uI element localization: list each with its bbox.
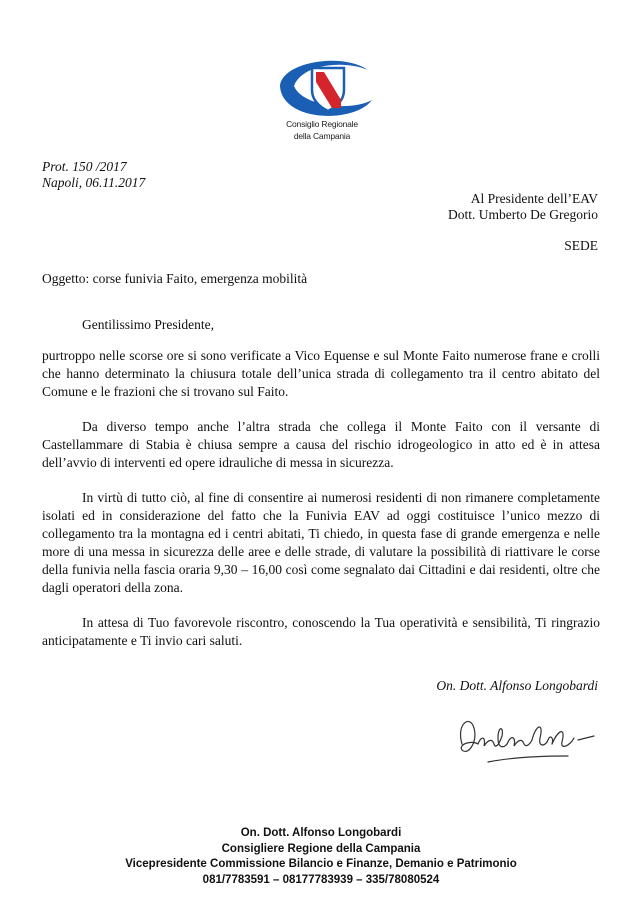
body-paragraph-1: purtroppo nelle scorse ore si sono verificate a Vico Equense e sul Monte Faito numerose frane e crolli che hanno determinato la chiusura totale dell’unica strada di collegamento tra il centro abitato del Comune e le frazioni che si trovano sul Faito. [42, 348, 600, 399]
footer-name: On. Dott. Alfonso Longobardi [240, 827, 402, 839]
signer-name: On. Dott. Alfonso Longobardi [436, 678, 598, 693]
consiglio-regionale-logo [272, 56, 382, 120]
body-paragraph-3: In virtù di tutto ciò, al fine di consentire ai numerosi residenti di non rimanere completamente isolati ed in considerazione del fatto che la Funivia EAV ad oggi costituisce l’unico mezzo di collegamento tra la montagna ed i centri abitati, Ti chiedo, in questa fase di grande emergenza e nelle more di una messa in sicurezza delle aree e delle strade, di valutare la possibilità di riattivare le corse della funivia nella fascia oraria 9,30 – 16,00 così come segnalato dai Cittadini e dai residenti, oltre che dagli operatori della zona. [42, 490, 600, 595]
footer [0, 826, 642, 888]
letterhead-caption [262, 118, 382, 142]
recipient-block [448, 191, 598, 223]
recipient-name: Dott. Umberto De Gregorio [448, 207, 598, 222]
org-name-line2: della Campania [293, 131, 351, 141]
subject-line: Oggetto: corse funivia Faito, emergenza mobilità [42, 271, 308, 286]
org-name-line1: Consiglio Regionale [286, 119, 358, 129]
protocol-block [42, 159, 145, 191]
recipient-sede: SEDE [564, 238, 598, 253]
protocol-number: Prot. 150 /2017 [42, 159, 127, 174]
footer-role: Consigliere Regione della Campania [221, 842, 421, 855]
place-date: Napoli, 06.11.2017 [42, 175, 146, 190]
body-paragraph-4: In attesa di Tuo favorevole riscontro, conoscendo la Tua operatività e sensibilità, Ti ringrazio anticipatamente e Ti invio cari saluti. [42, 615, 600, 648]
footer-office: Vicepresidente Commissione Bilancio e Finanze, Demanio e Patrimonio [125, 858, 517, 870]
body-paragraph-2: Da diverso tempo anche l’altra strada che collega il Monte Faito con il versante di Castellammare di Stabia è chiusa sempre a causa del rischio idrogeologico in atto ed è in attesa dell’avvio di interventi ed opere idrauliche di messa in sicurezza. [42, 419, 600, 470]
greeting: Gentilissimo Presidente, [82, 317, 214, 332]
footer-phones: 081/7783591 – 08177783939 – 335/78080524 [202, 873, 440, 886]
recipient-title: Al Presidente dell’EAV [470, 191, 598, 206]
handwritten-signature [448, 704, 608, 780]
letter-body [42, 347, 600, 667]
